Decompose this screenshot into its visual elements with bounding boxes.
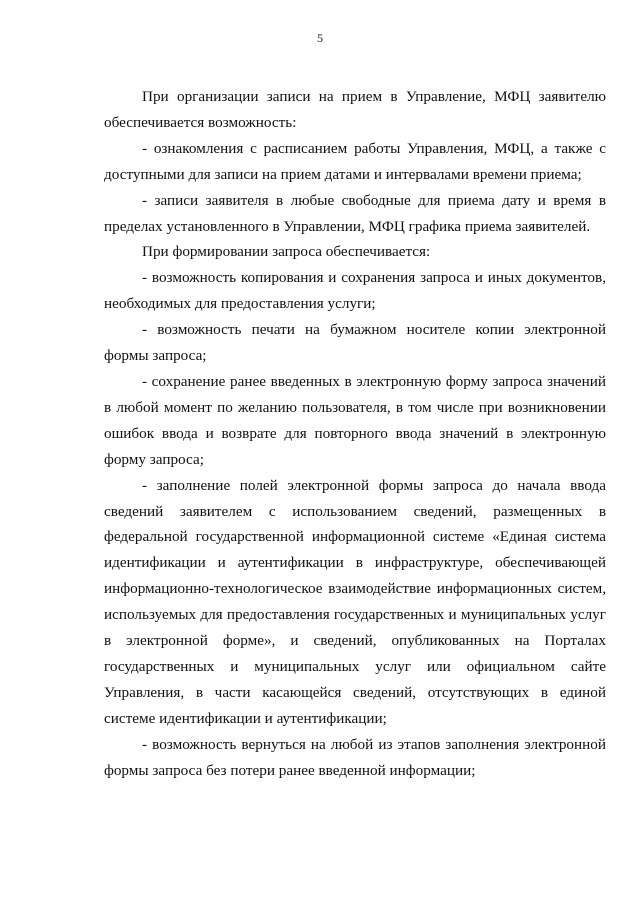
- paragraph-return-to-step: - возможность вернуться на любой из этапов заполнения электронной формы запроса без потери ранее введенной информации;: [104, 735, 606, 779]
- paragraph-autofill-fields: - заполнение полей электронной формы запроса до начала ввода сведений заявителем с использованием сведений, размещенных в федеральной государственной информационной системе «Единая система идентификации и аутентификации в инфраструктуре, обеспечивающей информационно-технологическое взаимодействие информационных систем, используемых для предоставления государственных и муниципальных услуг в электронной форме», и сведений, опубликованных на Порталах государственных и муниципальных услуг или официальном сайте Управления, в части касающейся сведений, отсутствующих в единой системе идентификации и аутентификации;: [104, 476, 606, 727]
- paragraph-free-slot-booking: - записи заявителя в любые свободные для приема дату и время в пределах установленного в Управлении, МФЦ графика приема заявителей.: [104, 191, 606, 235]
- paragraph-save-values: - сохранение ранее введенных в электронную форму запроса значений в любой момент по желанию пользователя, в том числе при возникновении ошибок ввода и возврате для повторного ввода значений в электронную форму запроса;: [104, 372, 606, 468]
- paragraph-copy-save: - возможность копирования и сохранения запроса и иных документов, необходимых для предоставления услуги;: [104, 269, 606, 313]
- paragraph-print-copy: - возможность печати на бумажном носителе копии электронной формы запроса;: [104, 321, 606, 365]
- page-number: 5: [317, 31, 323, 45]
- document-body: [104, 84, 606, 783]
- paragraph-request-intro: При формировании запроса обеспечивается:: [142, 243, 431, 261]
- paragraph-appointment-intro: При организации записи на прием в Управление, МФЦ заявителю обеспечивается возможность:: [104, 88, 606, 131]
- paragraph-schedule-review: - ознакомления с расписанием работы Управления, МФЦ, а также с доступными для записи на прием датами и интервалами времени приема;: [104, 139, 606, 183]
